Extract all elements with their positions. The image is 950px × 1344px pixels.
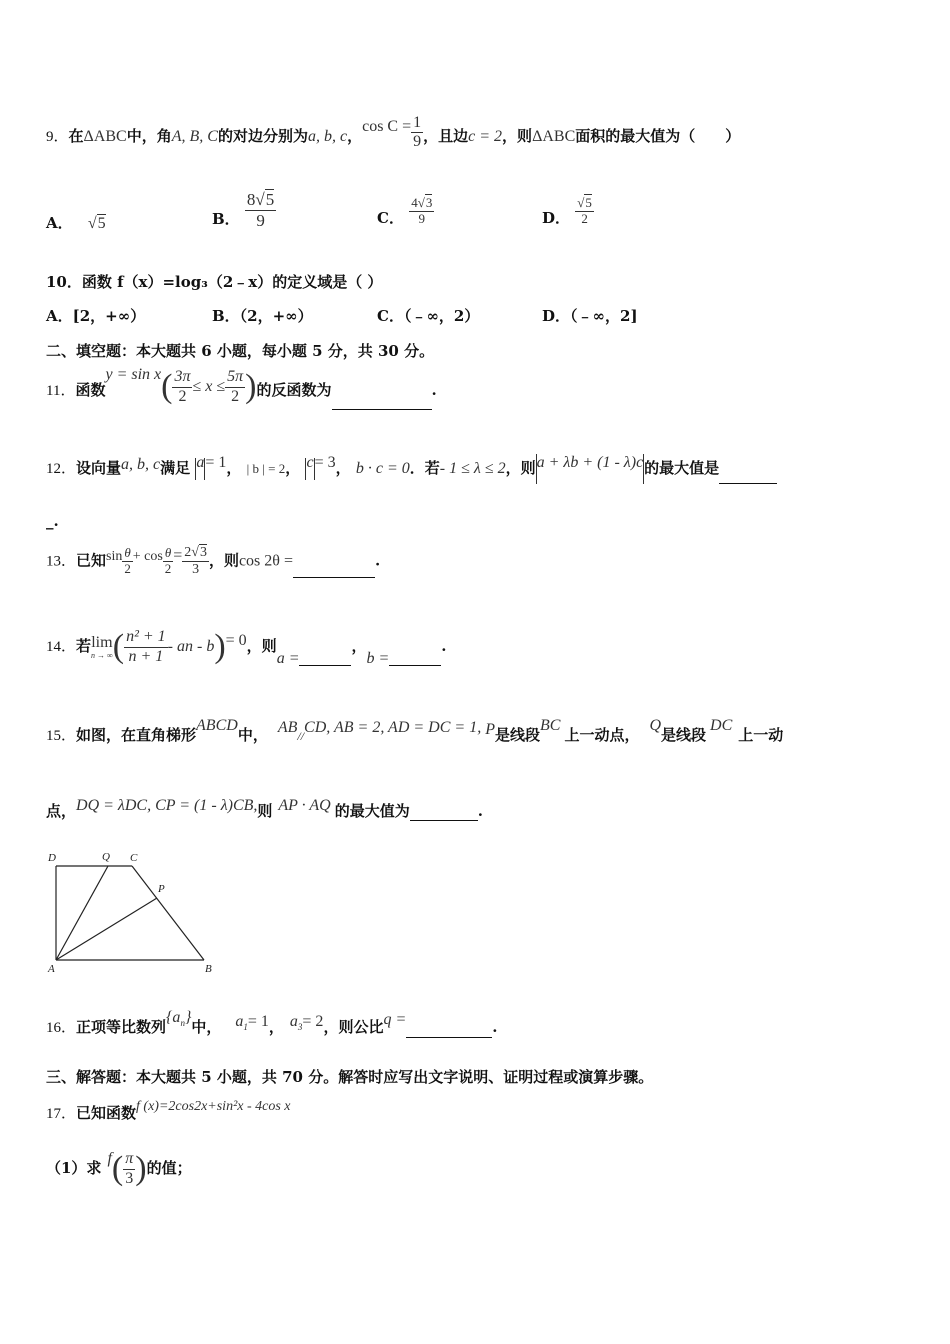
fraction-one-ninth: $\frac{1}{9}$ [413,114,422,151]
q10-option-d[interactable]: D．（﹣∞，2] [542,307,638,325]
q15-answer-blank[interactable] [410,806,478,821]
edge-cb [132,866,204,960]
q14-answer-a-blank[interactable] [299,651,351,666]
q10-option-c[interactable]: C．（﹣∞，2） [377,307,480,325]
q11-stem: 11．函数y = sin x( $\frac{3\pi}{2}$ ≤ x ≤ $\frac{5\pi}{2}$ )的反函数为 . [46,368,437,406]
q10-stem: 10．函数 f（x）=log₃（2﹣x）的定义域是（ ） [46,273,383,291]
label-c: C [130,852,138,864]
q9-option-a[interactable]: A． √5 [46,214,106,232]
q9-option-c[interactable]: C． $\frac{4√3}{9}$ [377,195,433,228]
label-q: Q [102,851,110,863]
q10-option-a[interactable]: A．[2，+∞） [46,307,146,325]
q9-option-b[interactable]: B． $\frac{8√5}{9}$ [212,190,275,230]
section-heading-fill-in: 二、填空题：本大题共 6 小题，每小题 5 分，共 30 分。 [46,342,435,360]
q13-stem: 13．已知sin $\frac{\theta}{2}$ + cos $\frac{\theta}{2}$ = $\frac{2√3}{3}$ ，则cos 2θ = . [46,545,381,578]
section-heading-solutions: 三、解答题：本大题共 5 小题，共 70 分。解答时应写出文字说明、证明过程或演算步骤。 [46,1068,654,1086]
q12-continuation: _. [46,512,59,530]
q12-answer-blank[interactable] [719,469,777,484]
label-p: P [158,883,165,895]
q17-stem: 17．已知函数f (x)=2cos2x+sin²x - 4cos x [46,1099,291,1122]
q9-number: 9． [46,128,69,145]
triangle-abc: ΔABC [83,127,127,145]
label-b: B [205,963,212,975]
q10-option-b[interactable]: B．（2，+∞） [212,307,313,325]
q15-stem-line2: 点，DQ = λDC, CP = (1 - λ)CB,则 AP · AQ 的最大值为 . [46,797,483,820]
q13-answer-blank[interactable] [293,563,375,578]
segment-ap [56,898,157,960]
q16-stem: 16．正项等比数列$\{a_n\}$中， $a_1= 1$， $a_3= 2$，则公比q = . [46,1016,497,1038]
label-d: D [48,852,56,864]
q14-stem: 14．若 lim n → ∞ ( $\frac{\text{n² + 1}}{n + 1}$ - an - b)= 0，则a =，b =. [46,628,447,667]
q15-stem-line1: 15．如图，在直角梯形ABCD中， AB//CD, AB = 2, AD = DC = 1, P是线段BC上一动点，Q是线段DC上一动 [46,717,784,744]
q9-stem: 9．在ΔABC中，角A, B, C的对边分别为a, b, c，cos C = $\frac{1}{9}$ ，且边c = 2，则ΔABC面积的最大值为（ ） [46,114,741,151]
segment-aq [56,866,108,960]
q12-stem: 12．设向量a, b, c满足 a= 1， | b | = 2， c= 3， b · c = 0．若- 1 ≤ λ ≤ 2，则a + λb + (1 - λ)c的最大值是 [46,454,777,484]
q9-option-d[interactable]: D． $\frac{√5}{2}$ [542,195,592,228]
q11-answer-blank[interactable] [332,395,432,410]
trapezoid-figure [44,848,224,978]
label-a: A [48,963,55,975]
q16-answer-blank[interactable] [406,1023,492,1038]
q14-answer-b-blank[interactable] [389,651,441,666]
q17-part1: （1）求f( $\frac{\pi}{3}$ )的值； [46,1150,192,1187]
